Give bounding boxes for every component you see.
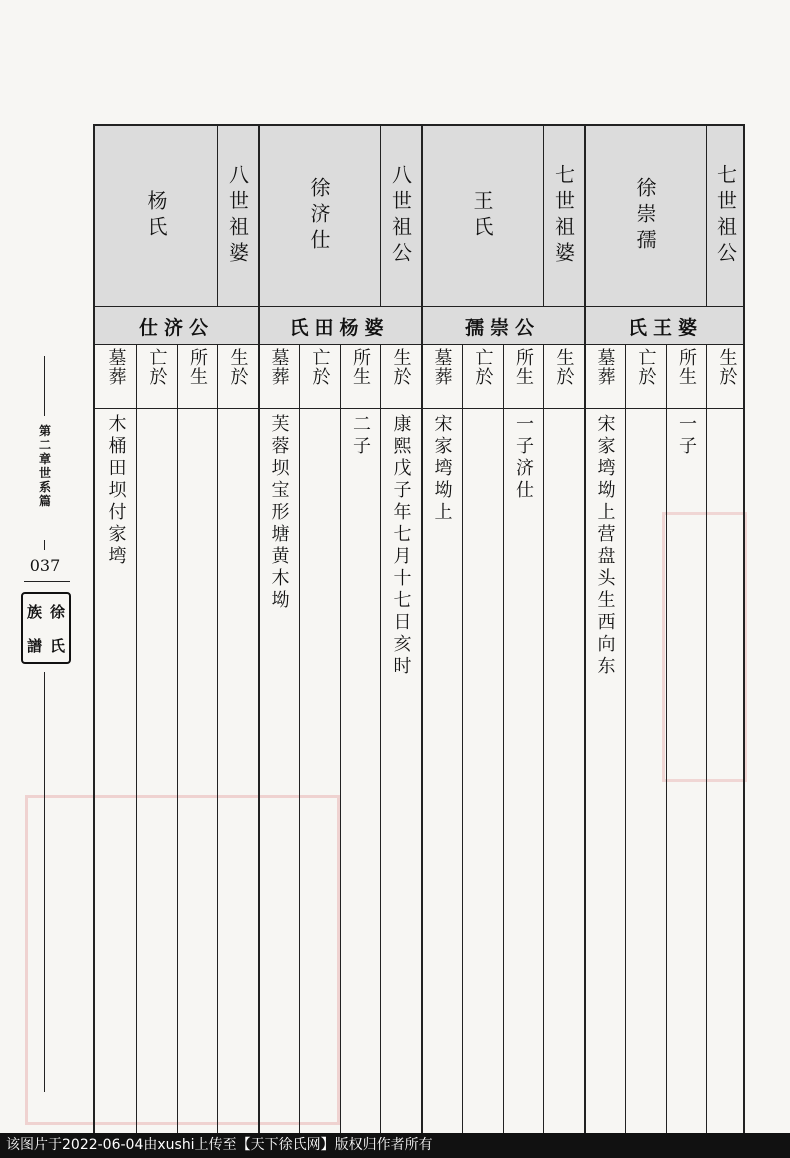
- field-value: 宋家塆坳上: [431, 414, 453, 524]
- field-value: 芙蓉坝宝形塘黄木坳: [268, 414, 290, 612]
- field-value: [543, 414, 584, 1134]
- field-label: 生於: [553, 348, 575, 386]
- generation-title: 七世祖婆: [551, 164, 576, 268]
- field-label: 亡於: [472, 348, 494, 386]
- field-value: 宋家塆坳上营盘头生西向东: [594, 414, 616, 678]
- chapter-label: 第 二 章 世 系 篇: [38, 424, 51, 508]
- field-label: 墓葬: [594, 348, 616, 386]
- spouse-header: 氏王婆: [627, 316, 703, 339]
- ancestor-name: 徐济仕: [307, 177, 331, 255]
- field-value: [706, 414, 747, 1134]
- field-value: 康熙戊子年七月十七日亥时: [390, 414, 412, 678]
- generation-title: 八世祖婆: [225, 164, 250, 268]
- ancestor-name: 王氏: [470, 190, 494, 242]
- spouse-header: 孺崇公: [464, 316, 540, 339]
- field-label: 亡於: [635, 348, 657, 386]
- field-label: 所生: [676, 348, 697, 386]
- field-label: 生於: [390, 348, 412, 386]
- rule-title-bottom: [95, 306, 743, 307]
- margin-line-mid: [44, 540, 45, 550]
- generation-title: 八世祖公: [388, 164, 413, 268]
- field-value: [462, 414, 503, 1134]
- clan-logo: 徐 氏 族 譜: [21, 592, 71, 664]
- field-value: 一子济仕: [513, 414, 534, 502]
- field-value: 二子: [350, 414, 371, 458]
- field-value: [217, 414, 258, 1134]
- field-value: [177, 414, 217, 1134]
- ancestor-name: 杨氏: [144, 190, 168, 242]
- field-label: 所生: [350, 348, 371, 386]
- spouse-header: 氏田杨婆: [289, 316, 390, 339]
- field-value: 一子: [676, 414, 697, 458]
- field-label: 亡於: [309, 348, 331, 386]
- field-label: 所生: [513, 348, 534, 386]
- field-value: 木桶田坝付家塆: [105, 414, 127, 568]
- spouse-header: 仕济公: [138, 316, 214, 339]
- field-label: 墓葬: [431, 348, 453, 386]
- rule-labels-bottom: [95, 408, 743, 409]
- field-label: 生於: [227, 348, 249, 386]
- genealogy-table: [93, 124, 745, 1140]
- rule-header-bottom: [95, 344, 743, 345]
- upload-notice: 该图片于2022-06-04由xushi上传至【天下徐氏网】版权归作者所有: [0, 1133, 790, 1158]
- page-number: 037: [29, 556, 61, 575]
- page-number-rule: [24, 581, 70, 582]
- field-label: 生於: [716, 348, 738, 386]
- field-label: 亡於: [146, 348, 168, 386]
- field-value: [299, 414, 340, 1134]
- margin-line-top: [44, 356, 45, 416]
- margin-line-bottom: [44, 672, 45, 1092]
- field-label: 所生: [187, 348, 208, 386]
- generation-title: 七世祖公: [713, 164, 738, 268]
- field-label: 墓葬: [268, 348, 290, 386]
- field-label: 墓葬: [105, 348, 127, 386]
- field-value: [625, 414, 666, 1134]
- field-value: [136, 414, 177, 1134]
- ancestor-name: 徐崇孺: [633, 177, 657, 255]
